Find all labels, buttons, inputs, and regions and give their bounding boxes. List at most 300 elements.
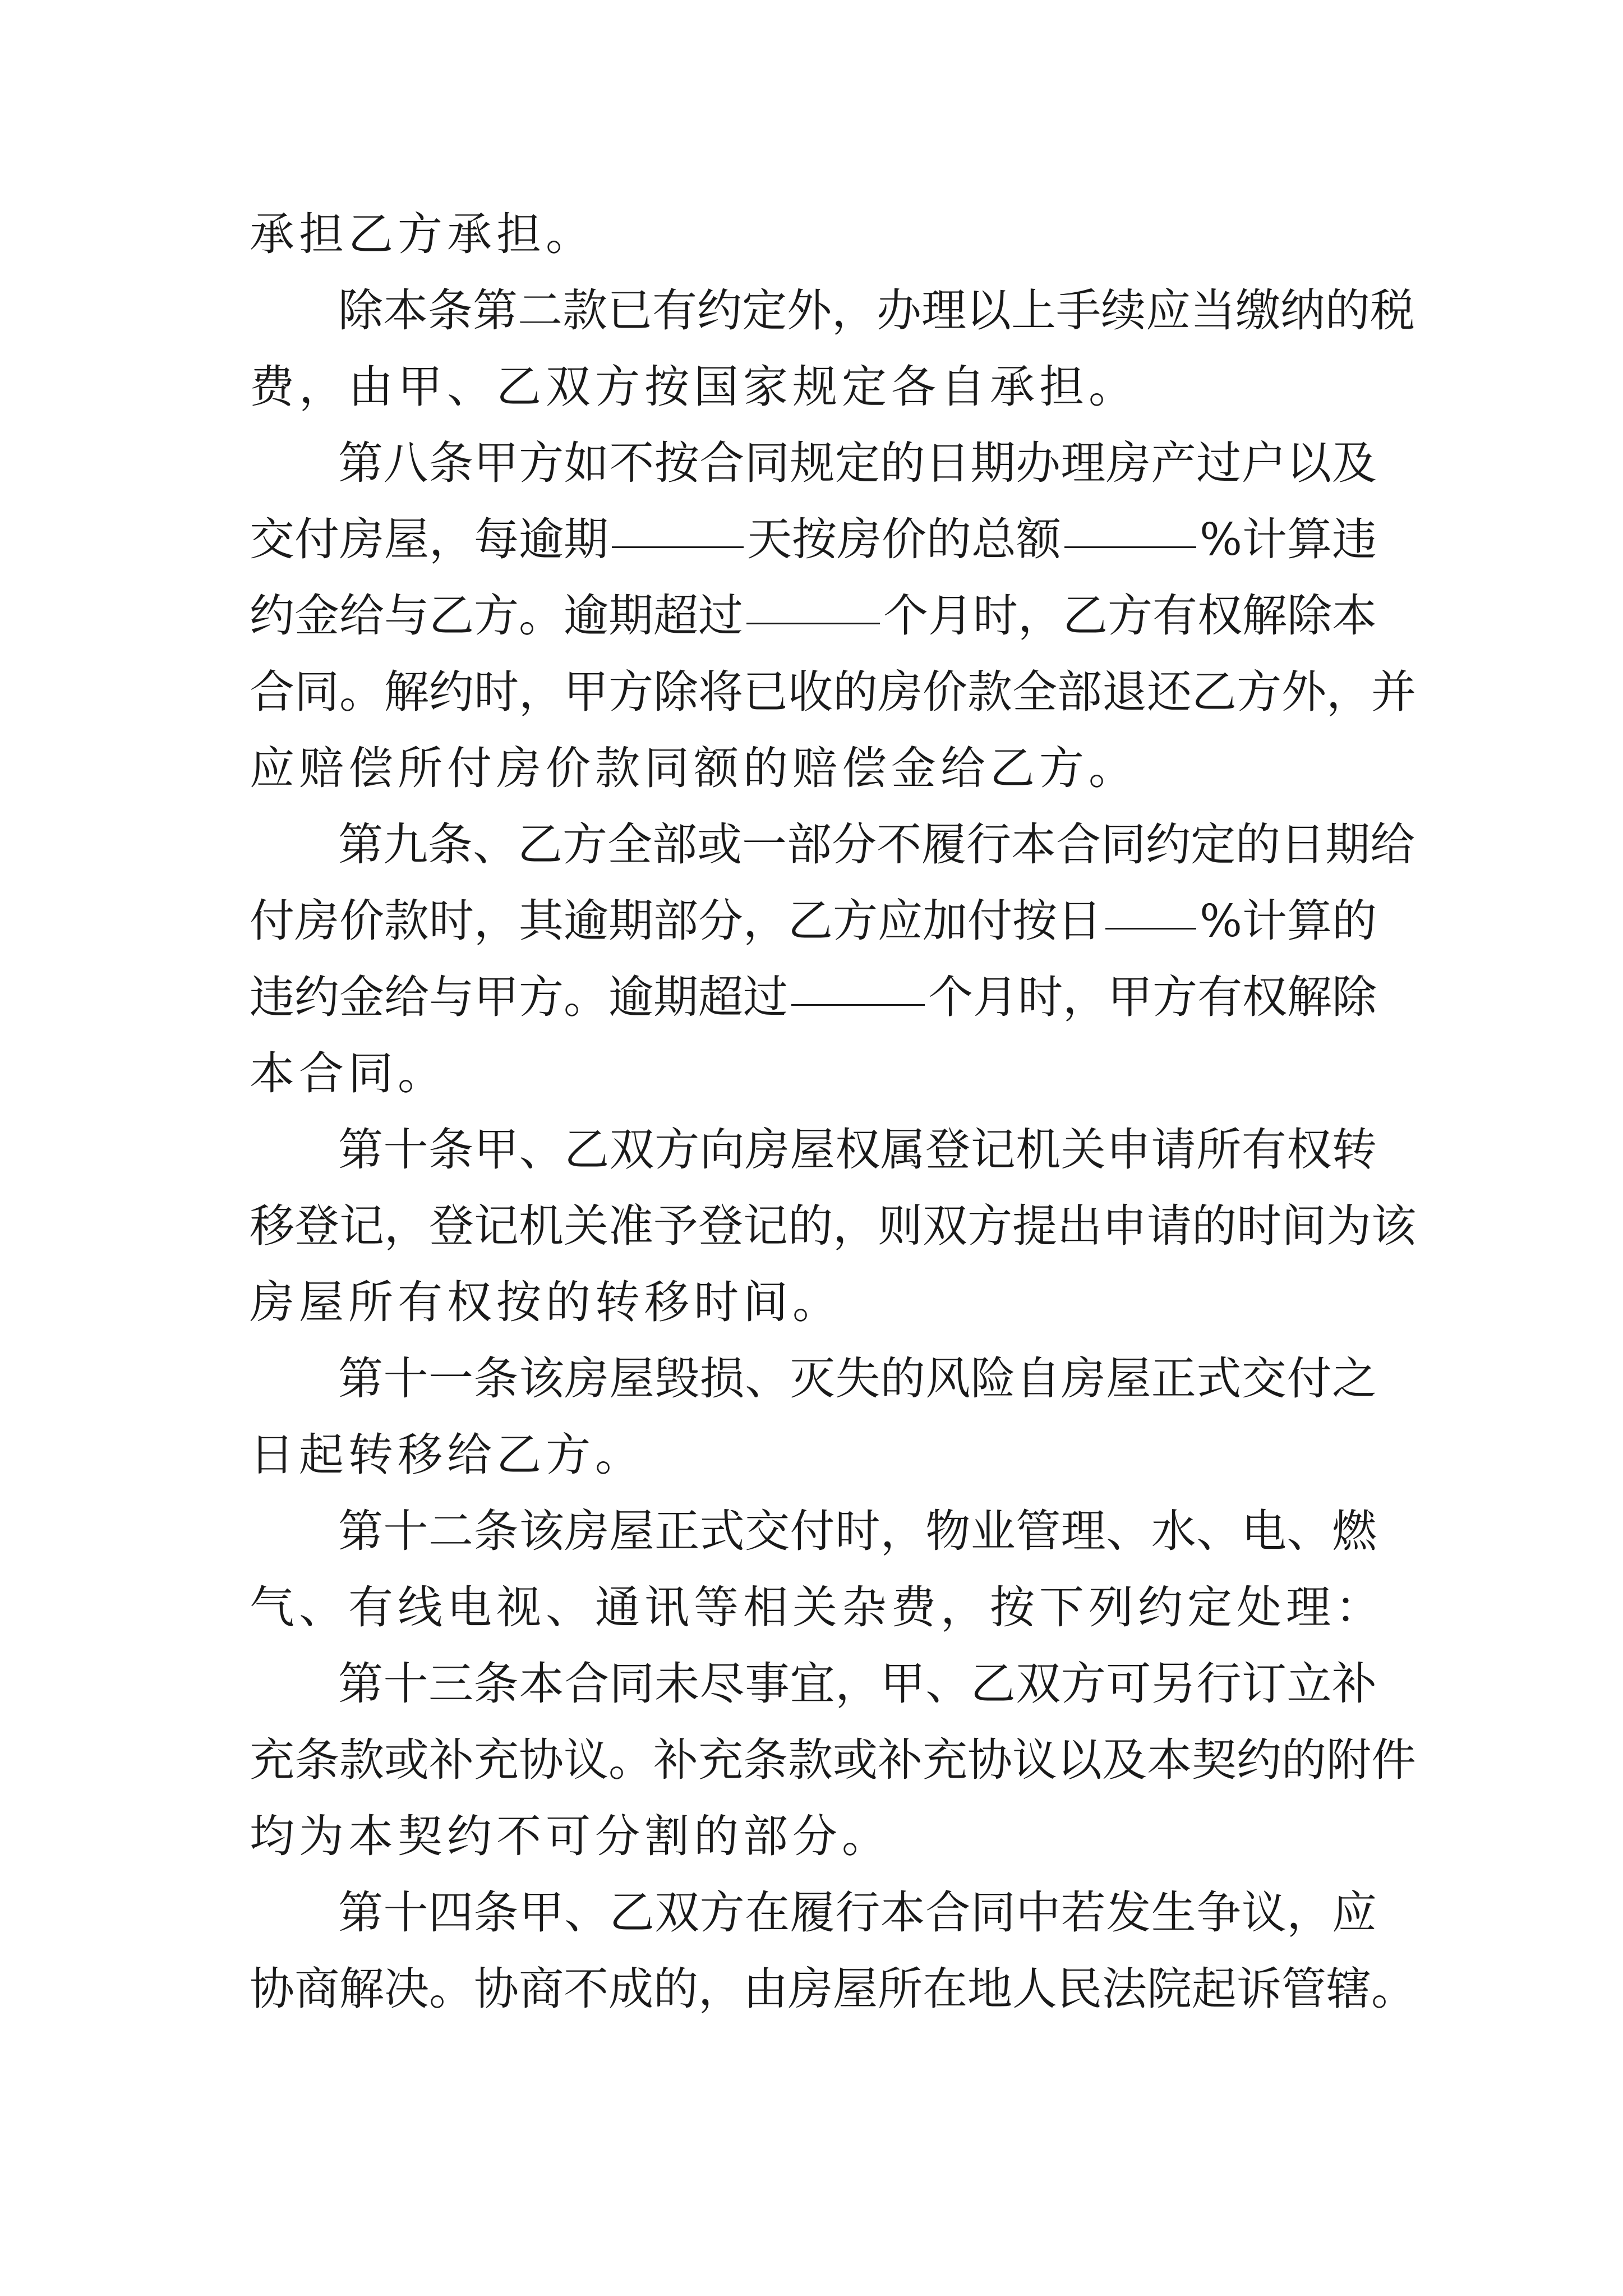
text-char: 补 xyxy=(878,1734,923,1786)
text-char: 二 xyxy=(428,1505,474,1557)
text-char: 有 xyxy=(1197,971,1242,1023)
text-char: 乙 xyxy=(1192,666,1237,718)
text-char: 自 xyxy=(1016,1352,1061,1405)
text-char: 逾 xyxy=(564,895,608,947)
text-char: 按 xyxy=(1012,895,1057,947)
text-char: 付 xyxy=(250,895,294,947)
text-char: 甲 xyxy=(1108,971,1152,1023)
text-char: 的 xyxy=(653,1963,698,2015)
text-char: 房 xyxy=(836,513,882,565)
text-char: 另 xyxy=(1151,1658,1196,1710)
text-char: 本 xyxy=(519,1658,564,1710)
text-char: 所 xyxy=(878,1963,923,2015)
text-char: 条 xyxy=(473,1887,519,1939)
text-char: 屋 xyxy=(1106,1352,1151,1405)
text-char: 解 xyxy=(384,666,429,718)
text-char: 款 xyxy=(788,1734,833,1786)
paragraph xyxy=(250,1646,1416,1875)
text-char: 本 xyxy=(383,284,428,337)
text-char: 理 xyxy=(1061,1505,1106,1557)
text-char: 正 xyxy=(1151,1352,1196,1405)
text-char: 准 xyxy=(608,1200,653,1252)
text-char: 款 xyxy=(562,284,607,337)
text-char: 不 xyxy=(564,1963,608,2015)
text-char: 期 xyxy=(608,895,653,947)
text-char: 超 xyxy=(698,971,743,1023)
text-char: 充 xyxy=(923,1734,967,1786)
text-char: 在 xyxy=(923,1963,967,2015)
text-char: 议 xyxy=(564,1734,608,1786)
text-char: 乙 xyxy=(970,1658,1016,1710)
text-char: 以 xyxy=(966,284,1011,337)
text-char: 在 xyxy=(745,1887,790,1939)
text-char: 房 xyxy=(564,1352,610,1405)
text-char: % xyxy=(1199,895,1242,947)
text-char: 甲 xyxy=(474,1124,519,1176)
text-char: 民 xyxy=(1057,1963,1102,2015)
text-char: 方 xyxy=(562,818,607,871)
text-char: 合 xyxy=(564,1658,610,1710)
text-char: 双 xyxy=(923,1200,967,1252)
text-char: 。 xyxy=(564,971,608,1023)
text-char: 解 xyxy=(1242,590,1287,642)
text-char: 补 xyxy=(653,1734,698,1786)
paragraph xyxy=(250,1493,1385,1646)
text-char: 乙 xyxy=(564,1124,610,1176)
text-char: 及 xyxy=(1331,437,1377,489)
text-char: 期 xyxy=(608,590,653,642)
text-char: 的 xyxy=(1332,895,1377,947)
text-char: 除 xyxy=(653,666,698,718)
text-char: 登 xyxy=(294,1200,339,1252)
text-char: 的 xyxy=(788,1200,833,1252)
text-char: 除 xyxy=(1332,971,1377,1023)
text-char: 本 xyxy=(1011,818,1056,871)
text-char: 手 xyxy=(1056,284,1101,337)
text-char: 协 xyxy=(250,1963,294,2015)
text-char: 有 xyxy=(652,284,697,337)
text-char: 的 xyxy=(1325,284,1370,337)
text-char: 第 xyxy=(338,1352,383,1405)
text-char: 院 xyxy=(1147,1963,1192,2015)
text-char: 物 xyxy=(925,1505,971,1557)
text-char: 逾 xyxy=(519,513,564,565)
text-char: 记 xyxy=(743,1200,788,1252)
text-char: 解 xyxy=(1287,971,1332,1023)
text-segment: 承担乙方承担。 xyxy=(250,208,595,260)
text-char: 议 xyxy=(1012,1734,1057,1786)
text-char: 本 xyxy=(1332,590,1377,642)
text-char: 双 xyxy=(609,1124,654,1176)
text-char: 合 xyxy=(699,437,745,489)
text-char: 补 xyxy=(429,1734,474,1786)
text-char: 条 xyxy=(294,1734,339,1786)
text-char: 不 xyxy=(609,437,654,489)
text-char: 商 xyxy=(519,1963,564,2015)
text-char: 、 xyxy=(473,818,518,871)
text-char: 除 xyxy=(1287,590,1332,642)
text-char: 记 xyxy=(339,1200,384,1252)
text-char: 每 xyxy=(474,513,519,565)
text-char: 附 xyxy=(1326,1734,1371,1786)
text-char: 十 xyxy=(383,1505,428,1557)
text-char: 其 xyxy=(519,895,564,947)
text-char: 分 xyxy=(832,818,877,871)
contract-body xyxy=(250,196,1416,2027)
text-char: 除 xyxy=(338,284,383,337)
text-char: 双 xyxy=(654,1887,700,1939)
paragraph xyxy=(250,273,1415,425)
text-char: ， xyxy=(880,1505,925,1557)
text-char: 为 xyxy=(1326,1200,1371,1252)
text-char: 与 xyxy=(384,590,429,642)
text-char: 水 xyxy=(1151,1505,1196,1557)
fill-in-blank xyxy=(612,501,744,548)
text-char: 十 xyxy=(383,1887,428,1939)
text-char: 乙 xyxy=(518,818,562,871)
fill-in-blank xyxy=(791,959,925,1006)
text-char: 转 xyxy=(1331,1124,1377,1176)
text-char: 电 xyxy=(1241,1505,1287,1557)
paragraph xyxy=(250,425,1416,807)
text-char: 权 xyxy=(1242,971,1287,1023)
text-char: 已 xyxy=(743,666,788,718)
text-char: 第 xyxy=(473,284,518,337)
text-char: 方 xyxy=(833,895,878,947)
text-char: 有 xyxy=(1241,1124,1287,1176)
text-char: 计 xyxy=(1242,895,1287,947)
text-char: 按 xyxy=(791,513,837,565)
text-line xyxy=(250,1570,1385,1646)
text-char: 。 xyxy=(519,590,564,642)
text-char: 。 xyxy=(429,1963,474,2015)
text-char: 的 xyxy=(1281,1734,1326,1786)
text-line xyxy=(250,1264,1377,1341)
text-char: 同 xyxy=(744,437,790,489)
text-char: 付 xyxy=(1287,1352,1332,1405)
text-char: 争 xyxy=(1196,1887,1242,1939)
text-char: 甲 xyxy=(519,1887,564,1939)
text-segment: 气、有线电视、通讯等相关杂费，按下列约定处理： xyxy=(250,1581,1385,1634)
text-char: 甲 xyxy=(880,1658,925,1710)
text-char: 式 xyxy=(699,1505,745,1557)
text-char: 充 xyxy=(698,1734,743,1786)
text-char: 方 xyxy=(519,971,564,1023)
text-char: 以 xyxy=(1287,437,1332,489)
text-char: 、 xyxy=(519,1124,564,1176)
text-char: 人 xyxy=(1012,1963,1057,2015)
text-char: 充 xyxy=(250,1734,294,1786)
text-char: 乙 xyxy=(429,590,474,642)
text-char: 约 xyxy=(429,666,474,718)
text-char: 正 xyxy=(654,1505,700,1557)
text-line xyxy=(250,1417,1377,1493)
fill-in-blank xyxy=(1105,883,1196,930)
paragraph xyxy=(250,1875,1416,2027)
text-char: 订 xyxy=(1241,1658,1287,1710)
text-char: 双 xyxy=(1016,1658,1061,1710)
text-char: 总 xyxy=(971,513,1016,565)
text-char: 的 xyxy=(880,437,925,489)
text-char: 可 xyxy=(1106,1658,1151,1710)
text-line xyxy=(250,959,1377,1036)
text-char: 本 xyxy=(1147,1734,1192,1786)
paragraph xyxy=(250,1112,1416,1341)
text-char: 的 xyxy=(926,513,971,565)
text-char: 已 xyxy=(607,284,652,337)
text-char: 甲 xyxy=(473,437,519,489)
text-char: 毁 xyxy=(654,1352,700,1405)
text-char: 之 xyxy=(1331,1352,1377,1405)
text-char: 违 xyxy=(1331,513,1377,565)
text-char: 十 xyxy=(383,1352,428,1405)
text-char: 外 xyxy=(1281,666,1326,718)
text-char: 业 xyxy=(970,1505,1016,1557)
text-char: 条 xyxy=(428,437,474,489)
text-char: 该 xyxy=(1371,1200,1416,1252)
text-char: 收 xyxy=(788,666,833,718)
text-char: 十 xyxy=(383,1124,428,1176)
text-line xyxy=(250,1493,1377,1570)
text-char: 一 xyxy=(428,1352,474,1405)
text-char: 定 xyxy=(742,284,787,337)
text-char: 甲 xyxy=(564,666,608,718)
text-char: 天 xyxy=(746,513,792,565)
text-char: 乙 xyxy=(609,1887,654,1939)
text-char: 请 xyxy=(1151,1124,1196,1176)
text-char: 月 xyxy=(973,971,1018,1023)
text-char: 同 xyxy=(609,1658,654,1710)
text-char: ， xyxy=(1018,590,1063,642)
text-char: 时 xyxy=(1237,1200,1281,1252)
text-char: 第 xyxy=(338,1658,383,1710)
paragraph xyxy=(250,1341,1377,1493)
text-char: 事 xyxy=(745,1658,790,1710)
text-char: ， xyxy=(429,513,474,565)
text-char: 逾 xyxy=(608,971,653,1023)
text-char: 或 xyxy=(384,1734,429,1786)
text-char: 交 xyxy=(250,513,294,565)
text-char: 条 xyxy=(428,1124,474,1176)
text-char: 交 xyxy=(745,1505,790,1557)
text-char: 外 xyxy=(787,284,832,337)
text-char: 未 xyxy=(654,1658,700,1710)
text-char: 屋 xyxy=(384,513,429,565)
text-char: 燃 xyxy=(1331,1505,1377,1557)
text-char: 及 xyxy=(1102,1734,1147,1786)
text-char: 条 xyxy=(473,1658,519,1710)
text-char: 屋 xyxy=(790,1124,835,1176)
text-segment: 日起转移给乙方。 xyxy=(250,1429,644,1481)
text-char: 、 xyxy=(564,1887,610,1939)
text-char: 权 xyxy=(1197,590,1242,642)
text-char: 理 xyxy=(1061,437,1106,489)
text-line xyxy=(250,425,1377,501)
text-char: 不 xyxy=(877,818,921,871)
text-char: 的 xyxy=(1235,818,1280,871)
text-char: 计 xyxy=(1242,513,1287,565)
text-char: 同 xyxy=(1101,818,1146,871)
text-char: 缴 xyxy=(1235,284,1280,337)
text-char: 的 xyxy=(1192,1200,1237,1252)
text-char: 该 xyxy=(519,1505,564,1557)
text-char: 房 xyxy=(564,1505,610,1557)
text-char: 充 xyxy=(474,1734,519,1786)
text-char: 时 xyxy=(429,895,474,947)
text-char: 以 xyxy=(1057,1734,1102,1786)
text-char: 四 xyxy=(428,1887,474,1939)
text-char: 记 xyxy=(970,1124,1016,1176)
text-char: 给 xyxy=(384,971,429,1023)
text-char: 价 xyxy=(339,895,384,947)
text-char: 产 xyxy=(1151,437,1196,489)
text-char: 月 xyxy=(928,590,973,642)
text-char: 间 xyxy=(1281,1200,1326,1252)
text-segment: 应赔偿所付房价款同额的赔偿金给乙方。 xyxy=(250,742,1138,794)
fill-in-blank xyxy=(1064,501,1196,548)
text-segment: 本合同。 xyxy=(250,1047,447,1099)
text-char: 方 xyxy=(1061,1658,1106,1710)
text-char: 约 xyxy=(697,284,742,337)
text-char: 算 xyxy=(1287,895,1332,947)
text-char: 三 xyxy=(428,1658,474,1710)
text-char: ， xyxy=(1287,1887,1332,1939)
text-char: 向 xyxy=(699,1124,745,1176)
text-line xyxy=(250,654,1416,730)
text-char: 期 xyxy=(970,437,1016,489)
text-char: 同 xyxy=(970,1887,1016,1939)
text-char: 理 xyxy=(921,284,966,337)
text-char: 户 xyxy=(1241,437,1287,489)
text-char: 房 xyxy=(339,513,384,565)
text-char: 或 xyxy=(697,818,742,871)
text-char: 退 xyxy=(1102,666,1147,718)
text-char: 定 xyxy=(1191,818,1235,871)
text-segment: 费，由甲、乙双方按国家规定各自承担。 xyxy=(250,361,1138,413)
text-char: 甲 xyxy=(474,971,519,1023)
text-char: 由 xyxy=(743,1963,788,2015)
text-char: 交 xyxy=(1241,1352,1287,1405)
text-char: 尽 xyxy=(699,1658,745,1710)
text-char: 登 xyxy=(429,1200,474,1252)
text-char: 权 xyxy=(835,1124,880,1176)
text-char: 违 xyxy=(250,971,294,1023)
text-char: 申 xyxy=(1102,1200,1147,1252)
text-char: 履 xyxy=(790,1887,835,1939)
text-char: 发 xyxy=(1106,1887,1151,1939)
text-char: 逾 xyxy=(564,590,608,642)
text-char: 将 xyxy=(698,666,743,718)
text-char: 、 xyxy=(925,1658,971,1710)
text-char: 二 xyxy=(518,284,562,337)
text-char: 、 xyxy=(745,1352,790,1405)
text-char: 同 xyxy=(294,666,339,718)
text-char: 机 xyxy=(1016,1124,1061,1176)
text-line xyxy=(250,1722,1416,1798)
text-char: 申 xyxy=(1106,1124,1151,1176)
text-char: 时 xyxy=(474,666,519,718)
text-char: 办 xyxy=(877,284,921,337)
text-line xyxy=(250,1875,1377,1951)
text-char: 方 xyxy=(1237,666,1281,718)
text-char: 九 xyxy=(383,818,428,871)
text-char: 办 xyxy=(1015,437,1061,489)
text-char: 屋 xyxy=(609,1505,654,1557)
text-char: 。 xyxy=(608,1734,653,1786)
text-char: 法 xyxy=(1102,1963,1147,2015)
text-char: ， xyxy=(474,895,519,947)
text-char: 房 xyxy=(1061,1352,1106,1405)
text-char: 方 xyxy=(519,437,564,489)
text-char: 款 xyxy=(339,1734,384,1786)
text-char: 金 xyxy=(294,590,339,642)
fill-in-blank xyxy=(746,578,880,624)
text-char: 方 xyxy=(608,666,653,718)
text-char: 个 xyxy=(883,590,928,642)
text-char: 按 xyxy=(654,437,699,489)
text-char: 予 xyxy=(653,1200,698,1252)
text-char: 时 xyxy=(835,1505,880,1557)
text-char: 条 xyxy=(428,284,473,337)
text-char: 日 xyxy=(925,437,970,489)
text-char: 补 xyxy=(1331,1658,1377,1710)
text-char: 方 xyxy=(967,1200,1012,1252)
text-char: ， xyxy=(384,1200,429,1252)
text-char: 日 xyxy=(1280,818,1325,871)
text-char: 时 xyxy=(1018,971,1063,1023)
text-char: 还 xyxy=(1147,666,1192,718)
text-char: ， xyxy=(698,1963,743,2015)
text-char: 期 xyxy=(564,513,608,565)
text-char: 行 xyxy=(1196,1658,1242,1710)
text-segment: 房屋所有权按的转移时间。 xyxy=(250,1276,842,1328)
text-char: 契 xyxy=(1192,1734,1237,1786)
text-char: 价 xyxy=(923,666,967,718)
text-char: 规 xyxy=(790,437,835,489)
text-char: 关 xyxy=(564,1200,608,1252)
text-char: 款 xyxy=(384,895,429,947)
text-line xyxy=(250,1036,1377,1112)
text-char: 立 xyxy=(1287,1658,1332,1710)
text-char: 日 xyxy=(1057,895,1102,947)
text-char: 给 xyxy=(1370,818,1415,871)
text-char: 请 xyxy=(1147,1200,1192,1252)
text-char: 登 xyxy=(698,1200,743,1252)
text-char: 价 xyxy=(881,513,926,565)
text-char: 起 xyxy=(1192,1963,1237,2015)
text-line xyxy=(250,196,1377,273)
text-char: 条 xyxy=(473,1352,519,1405)
text-char: 税 xyxy=(1370,284,1415,337)
text-char: 成 xyxy=(608,1963,653,2015)
text-char: 式 xyxy=(1196,1352,1242,1405)
text-char: 一 xyxy=(742,818,787,871)
text-char: 行 xyxy=(966,818,1011,871)
text-char: 十 xyxy=(383,1658,428,1710)
text-char: 有 xyxy=(1152,590,1197,642)
text-char: 如 xyxy=(564,437,609,489)
text-line xyxy=(250,1341,1377,1417)
text-char: 所 xyxy=(1196,1124,1242,1176)
text-char: 金 xyxy=(339,971,384,1023)
text-char: 本 xyxy=(880,1887,925,1939)
text-char: 提 xyxy=(1012,1200,1057,1252)
text-char: 权 xyxy=(1287,1124,1332,1176)
text-line xyxy=(250,730,1377,807)
text-char: 房 xyxy=(294,895,339,947)
text-char: 屋 xyxy=(833,1963,878,2015)
text-char: 管 xyxy=(1016,1505,1061,1557)
